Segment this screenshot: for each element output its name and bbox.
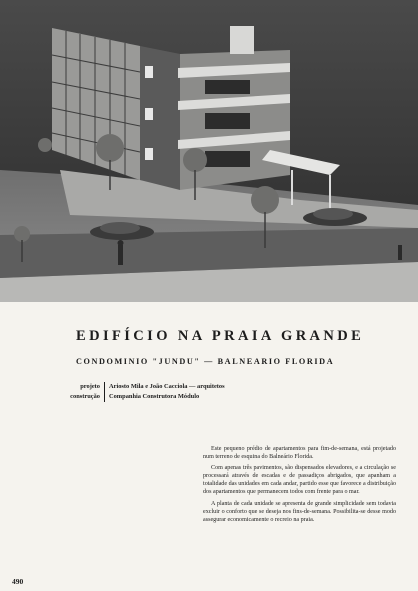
page-number: 490 <box>12 577 24 586</box>
body-paragraph: Com apenas três pavimentos, são dispensados elevadores, e a circulação se processará através de escadas e de passadiços abrigados, que apanham a totalidade das unidades em cada andar, partido esse que favorece a distribuição dos apartamentos que permanecem todos com frente para o mar. <box>203 465 396 496</box>
credit-role: projeto <box>60 382 105 392</box>
credits-block <box>60 382 225 402</box>
body-paragraph: Este pequeno prédio de apartamentos para fim-de-semana, está projetado num terreno de esquina do Balneário Florida. <box>203 446 396 461</box>
article-title: EDIFÍCIO NA PRAIA GRANDE <box>76 328 365 344</box>
body-paragraph: A planta de cada unidade se apresenta de grande simplicidade sem todavia excluir o conforto que se deseja nos fins-de-semana. Possibilita-se desse modo assegurar economicamente o recreio na praia. <box>203 500 396 523</box>
credit-name: Companhia Construtora Módulo <box>109 393 200 400</box>
credit-row-construction <box>60 392 225 402</box>
credit-role: construção <box>60 392 105 402</box>
article-body <box>203 445 396 527</box>
credit-name: Ariosto Mila e João Cacciola — arquitetos <box>109 383 225 390</box>
article-subtitle: CONDOMINIO "JUNDU" — BALNEARIO FLORIDA <box>76 357 335 366</box>
credit-row-project <box>60 382 225 392</box>
